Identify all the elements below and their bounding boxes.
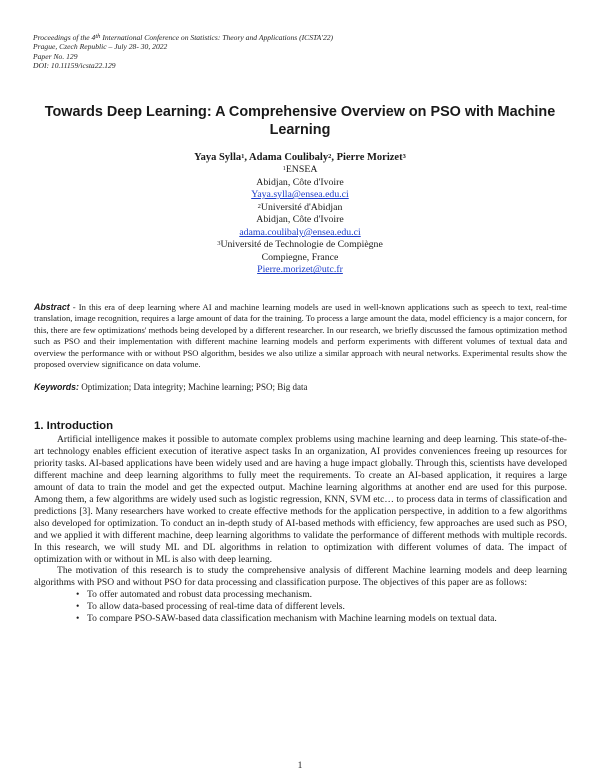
author-email-link[interactable]: Pierre.morizet@utc.fr	[257, 264, 343, 276]
list-item-text: To offer automated and robust data processing mechanism.	[87, 589, 313, 601]
proceedings-header	[33, 33, 453, 70]
list-item	[76, 613, 567, 625]
affil-mark: 3	[217, 240, 221, 248]
affiliations	[100, 164, 500, 277]
section-body	[34, 434, 567, 625]
header-conference-line	[33, 33, 453, 42]
list-item	[76, 601, 567, 613]
affiliation-email-line	[100, 189, 500, 202]
affiliation-city: Compiegne, France	[261, 251, 339, 263]
bullet-icon: •	[76, 601, 80, 613]
keywords-label: Keywords:	[34, 382, 79, 392]
list-item-text: To compare PSO-SAW-based data classification mechanism with Machine learning models on textual data.	[87, 613, 497, 625]
affil-org-name: ENSEA	[285, 164, 318, 175]
affiliation-city: Abidjan, Côte d'Ivoire	[256, 214, 344, 226]
affil-mark: 2	[257, 202, 261, 210]
bullet-icon: •	[76, 613, 80, 625]
affiliation-org	[100, 164, 500, 177]
affil-mark: 1	[282, 165, 286, 172]
affiliation-org	[100, 239, 500, 252]
header-paper-number: Paper No. 129	[33, 51, 78, 61]
author-affil-mark: 1	[241, 153, 245, 160]
author-separator: ,	[244, 152, 250, 163]
author-separator: ,	[331, 152, 337, 163]
list-item-text: To allow data-based processing of real-time data of different levels.	[87, 601, 345, 613]
abstract-text: - In this era of deep learning where AI and machine learning models are used in well-known applications such as speech to text, real-time translation, image recognition, requires a large amount of data for the training. To process a large amount the data, model efficiency is a major concern, for this, there are few optimizations' methods being developed by a different researcher. In our research, we briefly discussed the famous optimization method such as PSO and their implementation with different machine learning models and perform experiments with different volumes of textual data and overview the performance with or without PSO algorithm, besides we also utilize a similar approach with neural networks. Experimental results show the proposed overview significance on data volume.	[34, 302, 567, 370]
page-number: 1	[297, 761, 303, 771]
header-doi: DOI: 10.11159/icsta22.129	[33, 60, 116, 70]
author-list	[100, 151, 500, 164]
abstract-label: Abstract	[34, 302, 70, 312]
bullet-icon: •	[76, 589, 80, 601]
header-conference-text: Proceedings of the 4	[33, 33, 96, 42]
keywords	[34, 382, 567, 393]
header-location: Prague, Czech Republic – July 28- 30, 2022	[33, 42, 168, 52]
objectives-list	[34, 589, 567, 625]
header-ordinal: th	[95, 33, 101, 40]
affil-org-name: Université de Technologie de Compiègne	[220, 239, 383, 251]
author-name: Pierre Morizet	[336, 152, 403, 163]
author-name: Yaya Sylla	[194, 152, 242, 163]
body-paragraph: The motivation of this research is to study the comprehensive analysis of different Machine learning models and deep learning algorithms with PSO and without PSO for data processing and classification purpose. The objectives of this paper are as follows:	[34, 565, 567, 589]
affiliation-email-line	[100, 227, 500, 240]
author-email-link[interactable]: Yaya.sylla@ensea.edu.ci	[251, 189, 349, 201]
author-email-link[interactable]: adama.coulibaly@ensea.edu.ci	[239, 226, 361, 238]
paper-title: Towards Deep Learning: A Comprehensive Overview on PSO with Machine Learning	[44, 104, 556, 138]
section-heading: 1. Introduction	[34, 420, 114, 432]
abstract	[34, 302, 567, 370]
affiliation-org	[100, 202, 500, 215]
body-paragraph: Artificial intelligence makes it possible to automate complex problems using machine learning and deep learning. This state-of-the-art technology enables efficient execution of iterative aspect tasks In an organization, AI provides conveniences freeing up resources for priority tasks. AI-based applications have been widely used and are having a huge impact globally. Through this, scientists have developed different machine and deep learning algorithms to fully meet the requirements. To create an AI-based application, it requires a large amount of data to train the model and get the expected output. Machine learning algorithms at another end are used for this purpose. Among them, a few algorithms are widely used such as logistic regression, KNN, SVM etc… to process data in terms of classification and predictions [3]. Many researchers have worked to create effective methods for the application perspective, in addition to a few algorithms also developed for optimization. To conduct an in-depth study of AI-based methods with efficiency, few approaches are used such as PSO, and we applied it with different machine, deep learning algorithms to validate the performance of different methods with multiple records. In this research, we will study ML and DL algorithms in relation to optimization with different volumes of data. The impact of optimization with or without in ML is also with deep learning.	[34, 434, 567, 565]
author-name: Adama Coulibaly	[249, 152, 329, 163]
affiliation-email-line	[100, 264, 500, 277]
list-item	[76, 589, 567, 601]
keywords-text: Optimization; Data integrity; Machine learning; PSO; Big data	[78, 382, 308, 392]
header-conference-name: International Conference on Statistics: Theory and Applications (ICSTA'22)	[100, 33, 334, 42]
author-affil-mark: 3	[402, 153, 406, 160]
affiliation-city: Abidjan, Côte d'Ivoire	[256, 176, 344, 188]
affil-org-name: Université d'Abidjan	[260, 201, 343, 213]
author-affil-mark: 2	[328, 153, 332, 160]
